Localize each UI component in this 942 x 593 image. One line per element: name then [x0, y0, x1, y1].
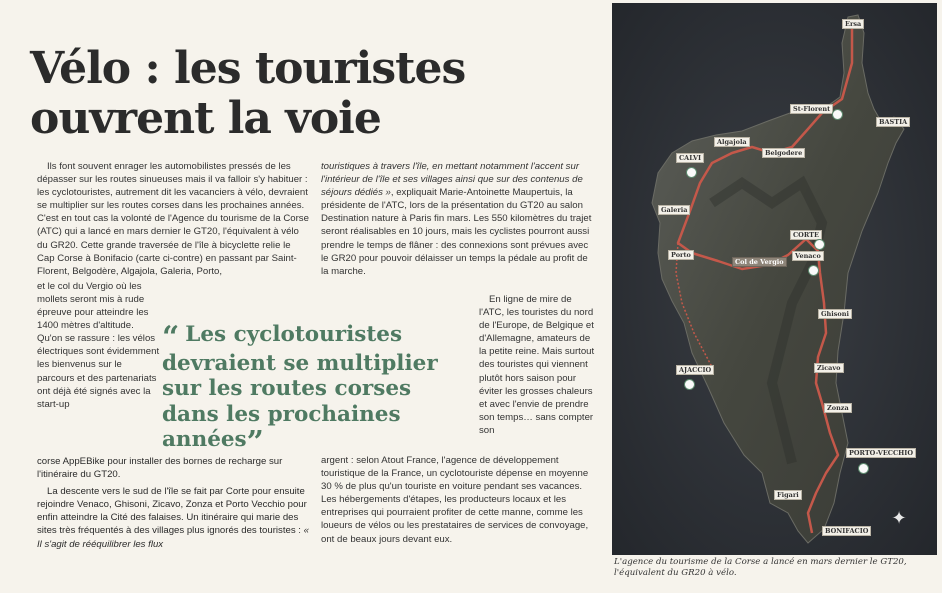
pull-quote-text: Les cyclotouristes devraient se multiplier sur les routes corses dans les prochaines années [162, 322, 438, 452]
map-label-ersa: Ersa [842, 19, 864, 29]
map-poi-icon [808, 265, 819, 276]
map-image [612, 3, 937, 555]
article-column-2-right [479, 293, 595, 439]
paragraph-4: En ligne de mire de l'ATC, les touristes du nord de l'Europe, de Belgique et d'Allemagne, amateurs de la petite reine. Mais surtout des touristes qui viennent plutôt hors saison pour éviter les grosses chaleurs et avec l'envie de prendre son temps… sans compter son [479, 294, 595, 436]
map-label-galeria: Galeria [658, 205, 690, 215]
map-label-belgodere: Belgodere [762, 148, 805, 158]
paragraph-2 [37, 485, 309, 550]
map-label-porto-vecchio: PORTO-VECCHIO [846, 448, 916, 458]
open-quote-mark: “ [162, 320, 180, 355]
close-quote-mark: ” [246, 425, 264, 460]
article-column-2-bottom [321, 454, 595, 548]
corsica-relief-map [612, 3, 937, 555]
map-caption: L'agence du tourisme de la Corse a lancé en mars dernier le GT20, l'équivalent du GR20 à vélo. [614, 557, 907, 578]
headline-line-1: Vélo : les touristes [30, 43, 466, 94]
pull-quote [162, 320, 462, 460]
paragraph-1-wide: Ils font souvent enrager les automobilistes pressés de les dépasser sur les routes sinueuses mais il va falloir s'y habituer : les cyclotouristes, autrement dit les vacanciers à vélo, devraient se multiplier sur les routes corses dans les prochaines années. C'est en tout cas la volonté de l'Agence du tourisme de la Corse (ATC) qui a lancé en mars dernier le GT20, l'équivalent à vélo du GR20. Cette grande traversée de l'île à bicyclette relie le Cap Corse à Bonifacio (carte ci-contre) en passant par Saint-Florent, Belgodère, Algajola, Galeria, Porto, [37, 161, 309, 277]
map-label-zicavo: Zicavo [814, 363, 844, 373]
paragraph-3-text: , expliquait Marie-Antoinette Maupertuis, la présidente de l'ATC, lors de la présentation du GT20 au salon Destination nature à Paris fin mars. Les 550 kilomètres du trajet seront réalisables en 10 jours, mais les cyclistes pourront aussi prendre le temps de flâner : des connexions sont prévues avec le GR20 pour pouvoir délaisser un temps la pédale au profit de la marche. [321, 187, 592, 277]
map-label-bonifacio: BONIFACIO [822, 526, 871, 536]
paragraph-1-end: corse AppEBike pour installer des bornes de recharge sur l'itinéraire du GT20. [37, 456, 283, 481]
paragraph-4-end: argent : selon Atout France, l'agence de développement touristique de la France, un cyclotouriste dépense en moyenne 30 % de plus qu'un touriste en voiture pendant ses vacances. Les hébergements d'étapes, les producteurs locaux et les entreprises qui pourraient profiter de cette manne, comme les loueurs de vélos ou les prestataires de services de convoyage, ont de beaux jours devant eux. [321, 455, 589, 545]
compass-rose-icon: ✦ [891, 508, 907, 528]
map-label-ghisoni: Ghisoni [818, 309, 852, 319]
map-poi-icon [684, 379, 695, 390]
map-label-ajaccio: AJACCIO [676, 365, 714, 375]
paragraph-3-quote: touristiques à travers l'île, en mettant notamment l'accent sur l'intérieur de l'île et ses villages ainsi que sur des contenus de séjours dédiés » [321, 161, 583, 199]
map-label-st-florent: St-Florent [790, 104, 833, 114]
map-poi-icon [832, 109, 843, 120]
map-poi-icon [858, 463, 869, 474]
paragraph-1-narrow: et le col du Vergio où les mollets seront mis à rude épreuve pour atteindre les 1400 mètres d'altitude. Qu'on se rassure : les vélos électriques sont évidemment les bienvenus sur le parcours et des partenariats ont déjà été signés avec la start-up [37, 280, 160, 410]
headline [30, 44, 600, 144]
article-column-2-top [321, 160, 595, 280]
map-poi-icon [686, 167, 697, 178]
map-label-bastia: BASTIA [876, 117, 910, 127]
map-label-algajola: Algajola [714, 137, 750, 147]
paragraph-3 [321, 160, 595, 278]
map-label-col-de-vergio: Col de Vergio [732, 257, 787, 267]
paragraph-2-text: La descente vers le sud de l'île se fait par Corte pour ensuite rejoindre Venaco, Ghisoni, Zicavo, Zonza et Porto Vecchio pour enfin atteindre la Cité des falaises. Un itinéraire qui marie des sites très fréquentés à des villages plus ignorés des touristes : [37, 486, 307, 537]
map-label-figari: Figari [774, 490, 802, 500]
map-label-porto: Porto [668, 250, 694, 260]
map-label-corte: CORTE [790, 230, 822, 240]
headline-line-2: ouvrent la voie [30, 93, 381, 144]
map-label-calvi: CALVI [676, 153, 704, 163]
map-label-zonza: Zonza [824, 403, 852, 413]
map-poi-icon [814, 239, 825, 250]
article-column-1-bottom [37, 455, 309, 553]
paragraph-2-quote: « Il s'agit de rééquilibrer les flux [37, 525, 309, 550]
map-label-venaco: Venaco [792, 251, 824, 261]
